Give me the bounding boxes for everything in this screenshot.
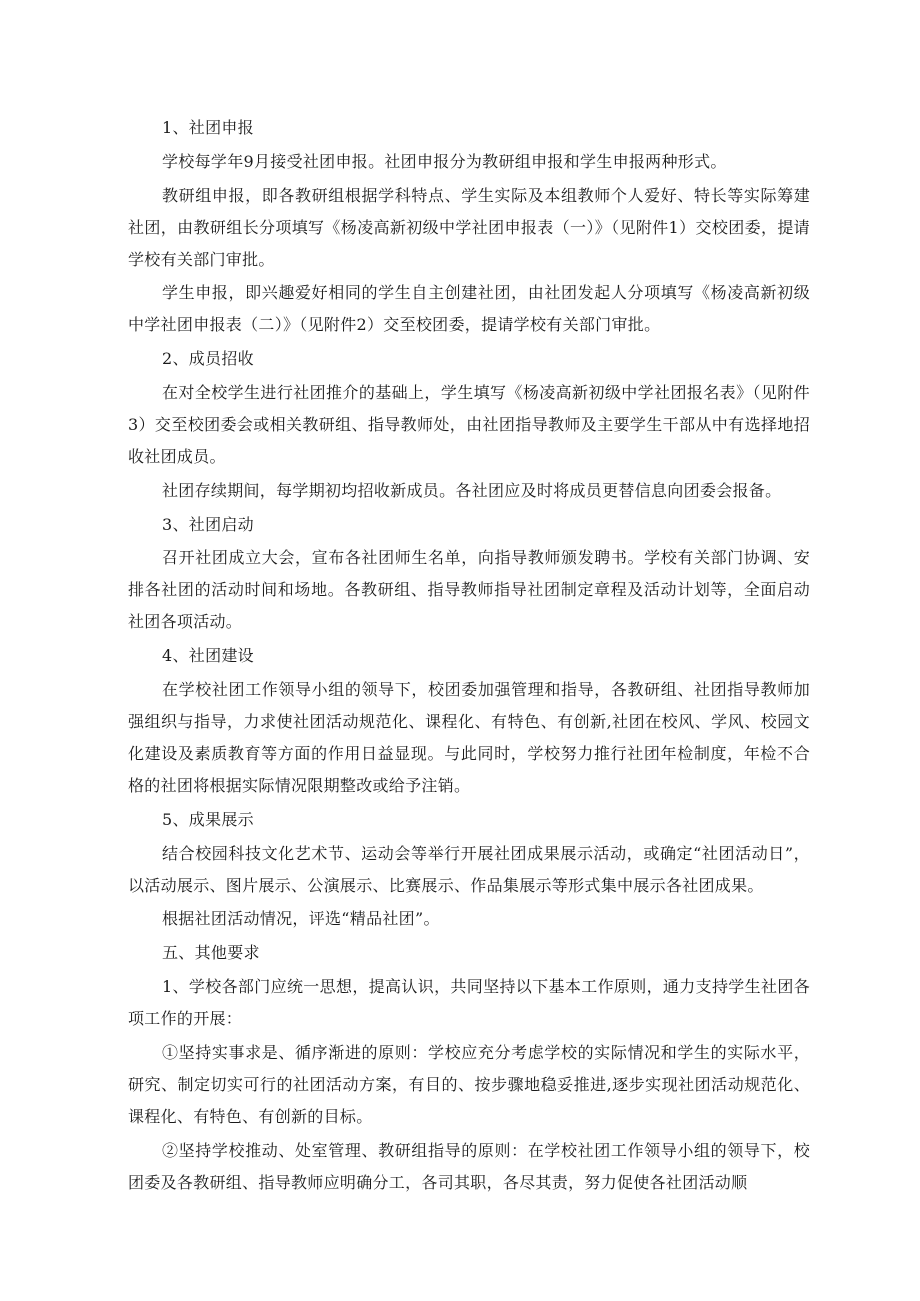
paragraph: 根据社团活动情况，评选“精品社团”。: [162, 909, 440, 929]
section-heading-results-display: 5、成果展示: [162, 809, 254, 829]
section-heading-club-application: 1、社团申报: [162, 118, 254, 137]
paragraph: 学校每学年9月接受社团申报。社团申报分为教研组申报和学生申报两种形式。: [162, 151, 727, 171]
paragraph: 在对全校学生进行社团推介的基础上，学生填写《杨凌高新初级中学社团报名表》（见附件3）交至校团委会或相关教研组、指导教师处，由社团指导教师及主要学生干部从中有选择地招收社团成员。: [128, 382, 810, 466]
paragraph: 1、学校各部门应统一思想，提高认识，共同坚持以下基本工作原则，通力支持学生社团各项工作的开展：: [128, 976, 810, 1028]
section-heading-club-launch: 3、社团启动: [162, 514, 254, 534]
paragraph: 学生申报，即兴趣爱好相同的学生自主创建社团，由社团发起人分项填写《杨凌高新初级中学社团申报表（二）》（见附件2）交至校团委，提请学校有关部门审批。: [128, 283, 810, 335]
paragraph: ②坚持学校推动、处室管理、教研组指导的原则：在学校社团工作领导小组的领导下，校团委及各教研组、指导教师应明确分工，各司其职，各尽其责，努力促使各社团活动顺: [128, 1140, 810, 1192]
section-heading-member-recruitment: 2、成员招收: [162, 349, 254, 369]
paragraph: 在学校社团工作领导小组的领导下，校团委加强管理和指导，各教研组、社团指导教师加强组织与指导，力求使社团活动规范化、课程化、有特色、有创新,社团在校风、学风、校园文化建设及素质教育等方面的作用日益显现。与此同时，学校努力推行社团年检制度，年检不合格的社团将根据实际情况限期整改或给予注销。: [128, 679, 810, 795]
paragraph: ①坚持实事求是、循序渐进的原则：学校应充分考虑学校的实际情况和学生的实际水平，研究、制定切实可行的社团活动方案，有目的、按步骤地稳妥推进,逐步实现社团活动规范化、课程化、有特色、有创新的目标。: [128, 1042, 810, 1126]
paragraph: 召开社团成立大会，宣布各社团师生名单，向指导教师颁发聘书。学校有关部门协调、安排各社团的活动时间和场地。各教研组、指导教师指导社团制定章程及活动计划等，全面启动社团各项活动。: [128, 548, 810, 632]
paragraph: 教研组申报，即各教研组根据学科特点、学生实际及本组教师个人爱好、特长等实际筹建社团，由教研组长分项填写《杨凌高新初级中学社团申报表（一）》（见附件1）交校团委，提请学校有关部门审批。: [128, 185, 810, 269]
paragraph: 社团存续期间，每学期初均招收新成员。各社团应及时将成员更替信息向团委会报备。: [162, 480, 782, 500]
paragraph: 结合校园科技文化艺术节、运动会等举行开展社团成果展示活动，或确定“社团活动日”，以活动展示、图片展示、公演展示、比赛展示、作品集展示等形式集中展示各社团成果。: [128, 843, 810, 895]
section-heading-other-requirements: 五、其他要求: [162, 943, 260, 963]
section-heading-club-building: 4、社团建设: [162, 646, 254, 666]
document-page: [128, 112, 810, 1199]
